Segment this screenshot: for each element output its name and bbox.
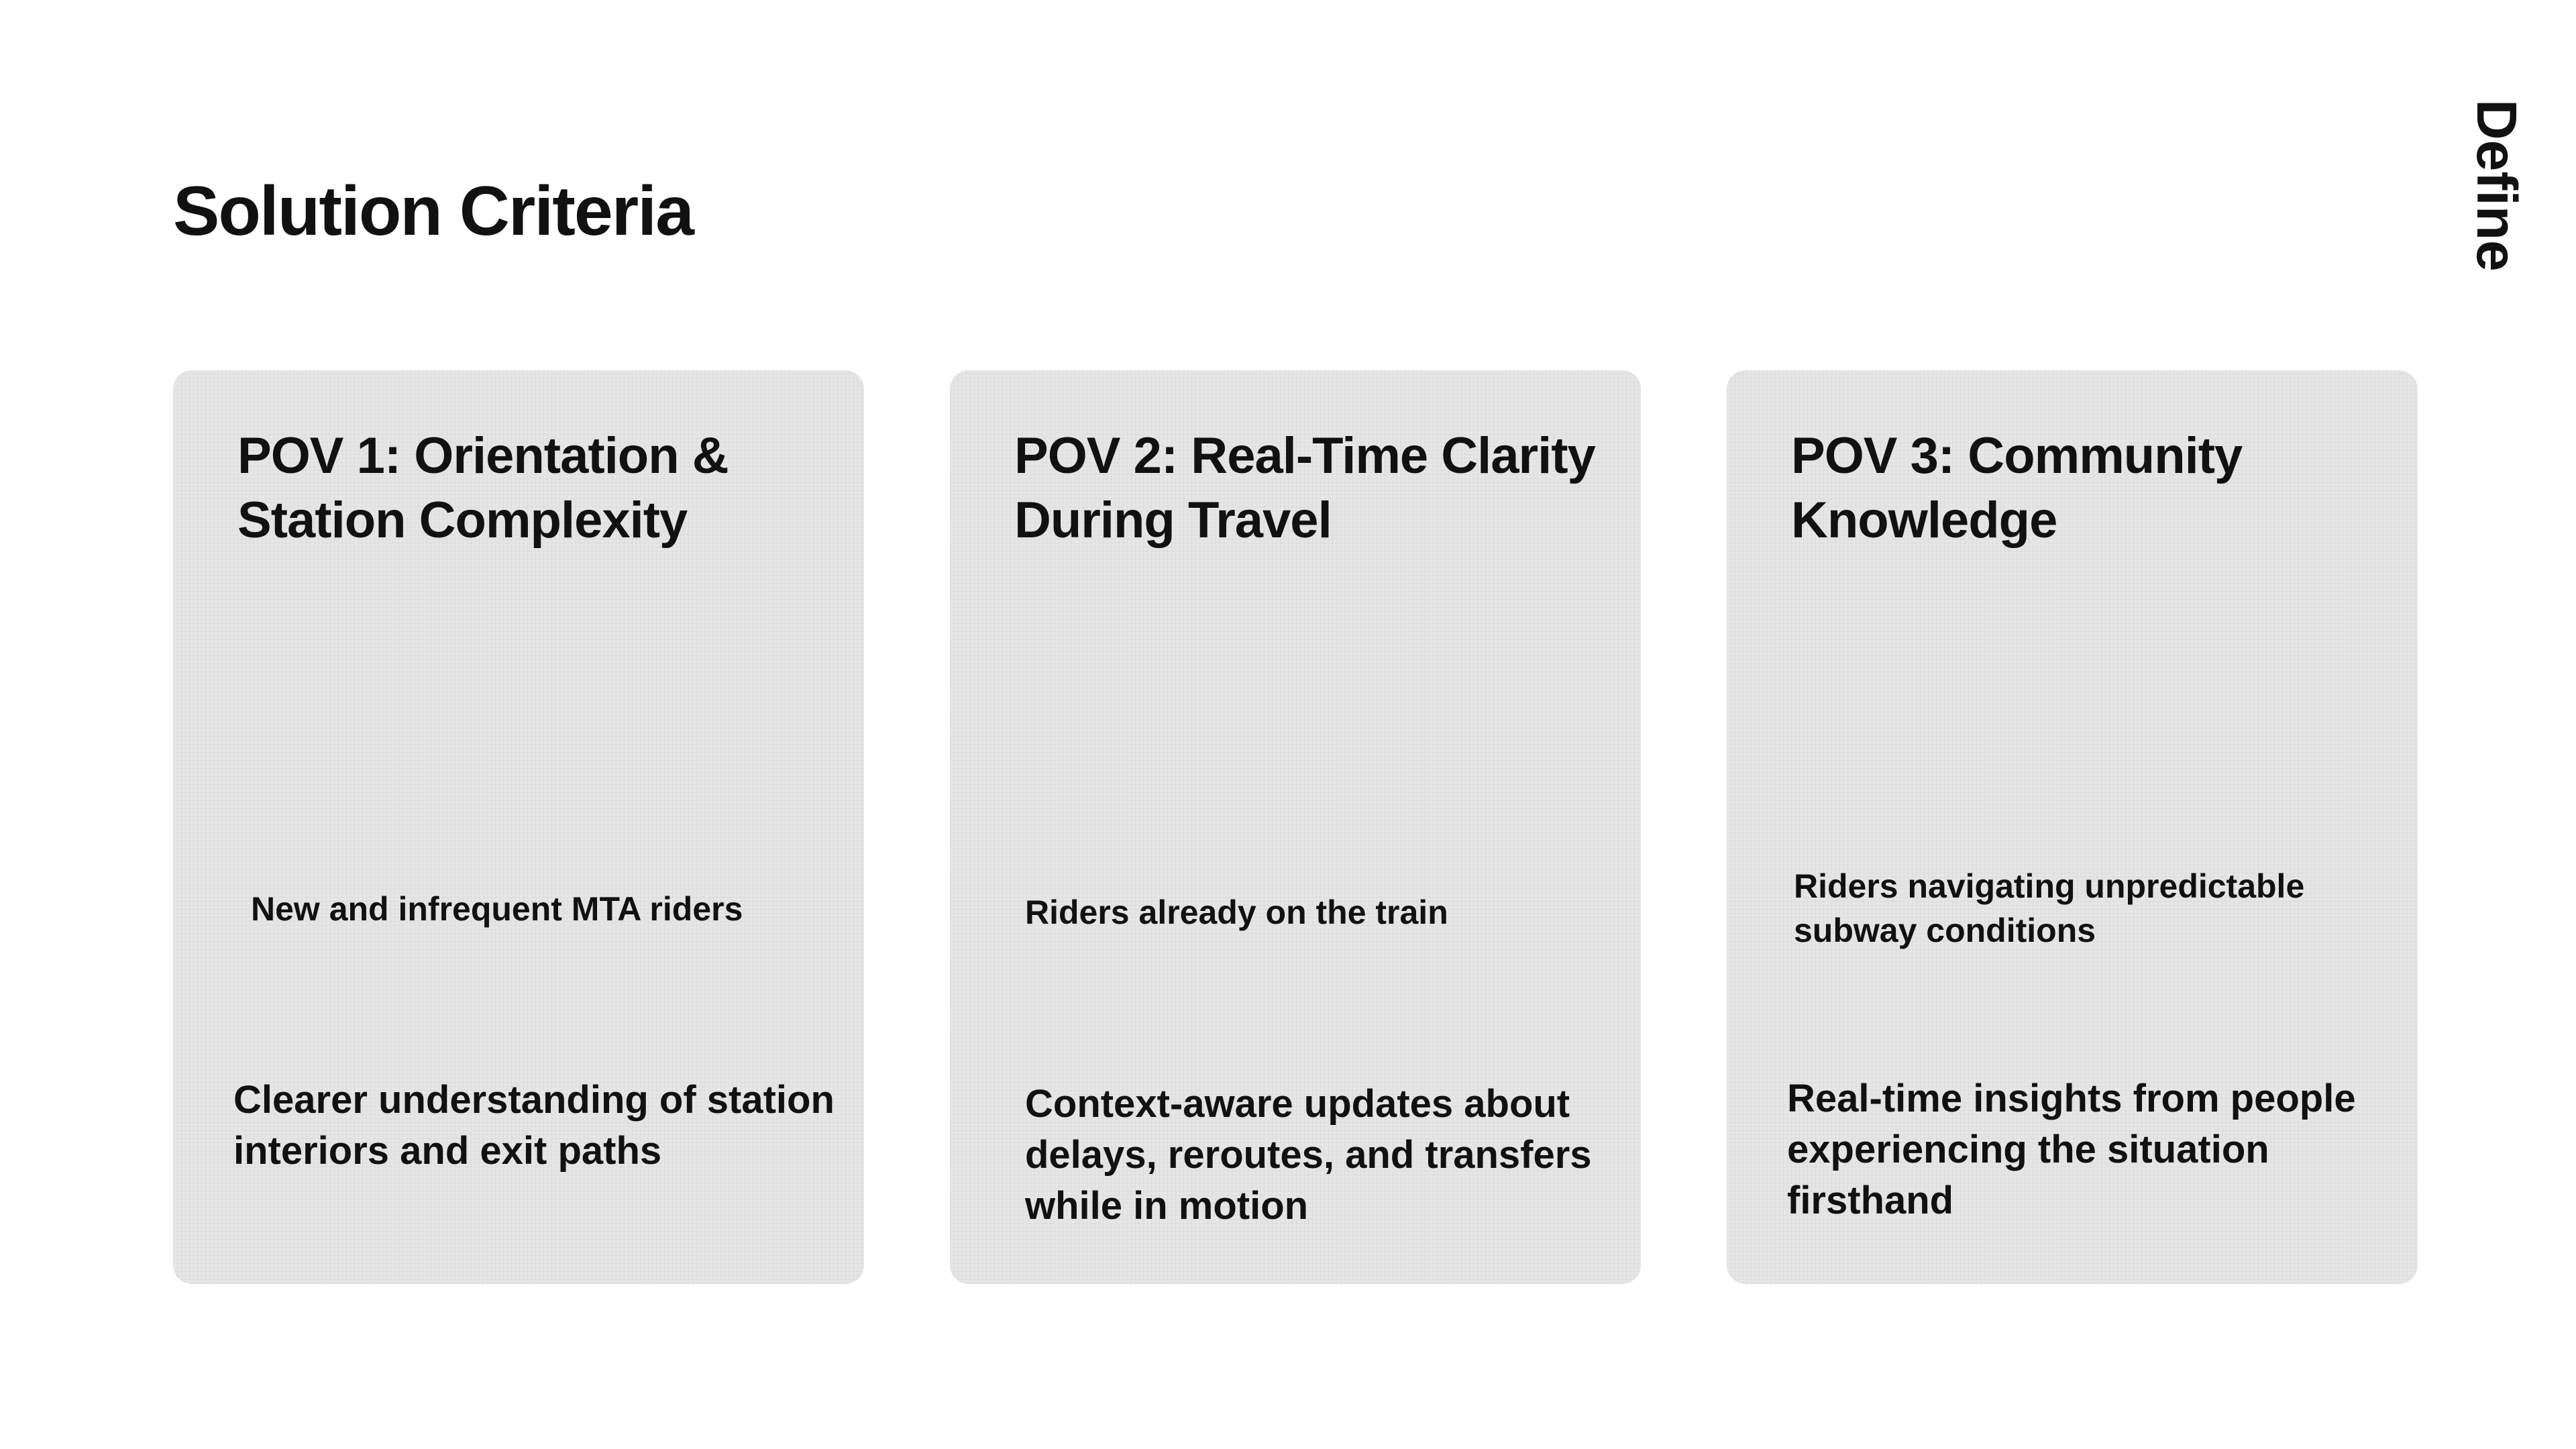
section-label: Define [2465, 99, 2528, 272]
pov-card-outcome: Clearer understanding of station interiors and exit paths [233, 1078, 835, 1173]
pov-card-3 [1727, 370, 2418, 1284]
pov-card-audience: Riders navigating unpredictable subway conditions [1794, 867, 2305, 949]
pov-card-outcome: Context-aware updates about delays, reroutes, and transfers while in motion [1025, 1082, 1592, 1228]
pov-card-list [173, 370, 2418, 1284]
pov-card-title: POV 3: Community Knowledge [1791, 427, 2243, 549]
pov-card-2 [950, 370, 1641, 1284]
pov-card-audience: New and infrequent MTA riders [251, 890, 743, 928]
pov-card-title: POV 2: Real-Time Clarity During Travel [1014, 427, 1595, 549]
page-title: Solution Criteria [173, 172, 693, 250]
pov-card-title: POV 1: Orientation & Station Complexity [237, 427, 729, 549]
pov-card-outcome: Real-time insights from people experiencing the situation firsthand [1787, 1077, 2356, 1222]
pov-card-audience: Riders already on the train [1025, 894, 1448, 931]
pov-card-1 [173, 370, 864, 1284]
